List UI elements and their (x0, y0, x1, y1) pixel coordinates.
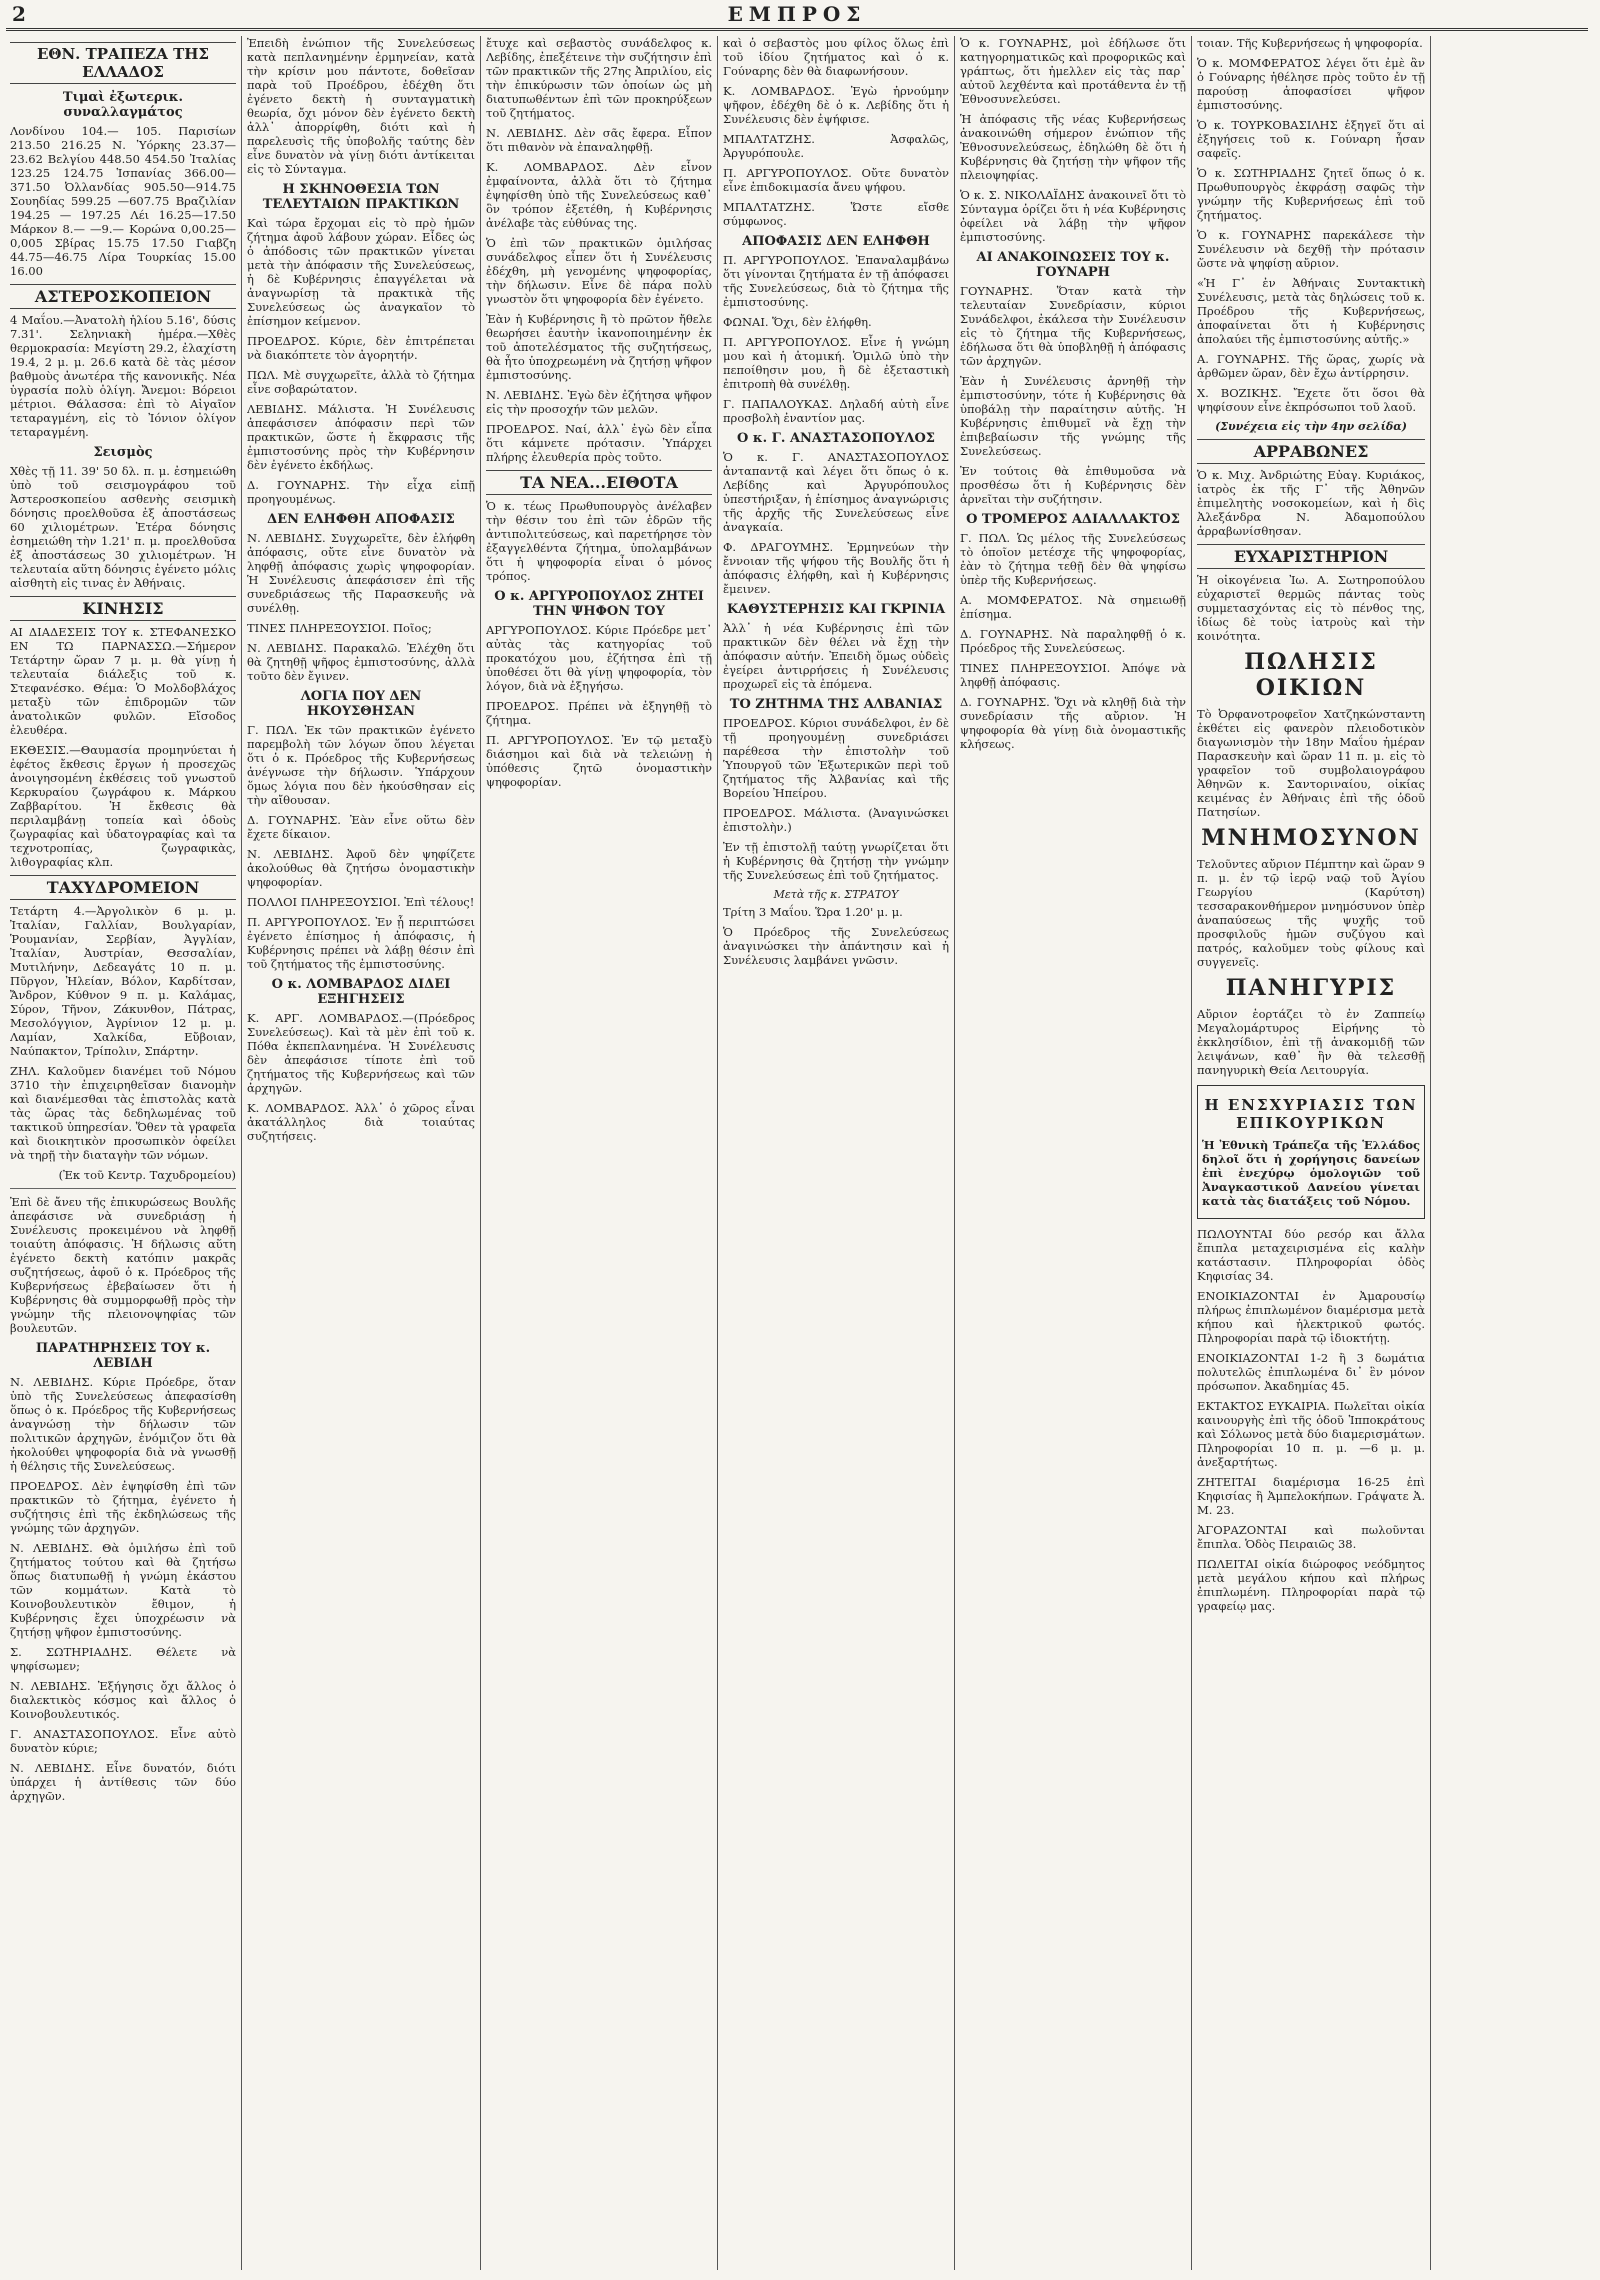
column-2 (247, 36, 475, 2272)
article-text: ΜΠΑΛΤΑΤΖΗΣ. Ὥστε εἴσθε σύμφωνος. (723, 200, 949, 228)
news-title: ΤΑ ΝΕΑ...ΕΙΘΟΤΑ (486, 470, 712, 495)
article-text: ΦΩΝΑΙ. Ὅχι, δὲν ἐλήφθη. (723, 315, 872, 329)
article-text: Ἐπὶ δὲ ἄνευ τῆς ἐπικυρώσεως Βουλῆς ἀπεφάσισε νὰ συνεδριάσῃ ἡ Συνέλευσις προκειμένου νὰ ληφθῇ τοιαύτη ἀπόφασις. Ἡ δήλωσις αὕτη ἐγένετο δεκτὴ κατόπιν μακρᾶς συζητήσεως, ἀφοῦ ὁ κ. Πρόεδρος τῆς Κυβερνήσεως ἐβεβαίωσεν ὅτι ἡ Κυβέρνησις θὰ συμμορφωθῇ πρὸς τὴν γνώμην τῆς πλειονοψηφίας τῶν βουλευτῶν. (10, 1195, 236, 1335)
article-text: Κ. ΛΟΜΒΑΡΔΟΣ. Ἀλλ᾽ ὁ χῶρος εἶναι ἀκατάλληλος διὰ τοιαύτας συζητήσεις. (247, 1101, 475, 1143)
article-text: Ἐὰν ἡ Συνέλευσις ἀρνηθῇ τὴν ἐμπιστοσύνην, τότε ἡ Κυβέρνησις θὰ ὑποβάλῃ τὴν παραίτησιν αὐτῆς. Ἡ Κυβέρνησις ἐπιθυμεῖ νὰ ἔχῃ τὴν ἐπιβεβαίωσιν τῆς γνώμης τῆς Συνελεύσεως. (960, 374, 1186, 458)
article-text: Δ. ΓΟΥΝΑΡΗΣ. Νὰ παραληφθῇ ὁ κ. Πρόεδρος τῆς Συνελεύσεως. (960, 627, 1186, 655)
post-office-text: Τετάρτη 4.—Ἀργολικὸν 6 μ. μ. Ἰταλίαν, Γαλλίαν, Βουλγαρίαν, Ῥουμανίαν, Σερβίαν, Ἀγγλίαν, Ἰταλίαν, Ἀυστρίαν, Θεσσαλίαν, Μυτιλήνην, Δεδεαγάτς 10 π. μ. Πῦργον, Ἠλείαν, Βόλον, Καρδίτσαν, Ἄνδρον, Κύθνον 9 π. μ. Καλάμας, Σύρον, Τῆνον, Ζάκυνθον, Πάτρας, Μεσολόγγιον, Ἀγρίνιον 12 μ. μ. Λαμίαν, Χαλκίδα, Εὔβοιαν, Ναύπακτον, Τρίπολιν, Σπάρτην. (10, 904, 236, 1058)
column-rule (954, 36, 955, 2270)
anastasopoulos-title: Ο κ. Γ. ΑΝΑΣΤΑΣΟΠΟΥΛΟΣ (737, 431, 935, 446)
article-text: ΑΡΓΥΡΟΠΟΥΛΟΣ. Κύριε Πρόεδρε μετ᾽ αὐτὰς τὰς κατηγορίας τοῦ προκατόχου μου, ἐζήτησα ἐπὶ τῇ ὑποθέσει ὅτι θὰ γίνῃ ψηφοφορία, τὸν λόγον, διὰ νὰ ἐξηγήσω. (486, 623, 712, 693)
column-4 (723, 36, 949, 2272)
article-text: ΤΙΝΕΣ ΠΛΗΡΕΞΟΥΣΙΟΙ. Ποῖος; (247, 621, 432, 635)
column-5 (960, 36, 1186, 2272)
post-office-notice: ΖΗΛ. Καλοῦμεν διανέμει τοῦ Νόμου 3710 τὴν ἐπιχειρηθεῖσαν διανομὴν καὶ διανέμεσθαι τὰς ἐπιστολὰς κατὰ τὰς ὥρας τὰς δεδηλωμένας τοῦ τακτικοῦ ὑπηρεσίαν. Ὅθεν τὰ γραφεῖα καὶ διοικητικὸν προσωπικὸν ὀφείλει νὰ τηρῇ τὴν διαταγὴν τῶν νόμων. (10, 1064, 236, 1162)
levidis-remarks-title: ΠΑΡΑΤΗΡΗΣΕΙΣ ΤΟΥ κ. ΛΕΒΙΔΗ (35, 1341, 211, 1371)
article-text: Π. ΑΡΓΥΡΟΠΟΥΛΟΣ. Ἐν ᾗ περιπτώσει ἐγένετο ἐπίσημος ἡ ἀπόφασις, ἡ Κυβέρνησις πρέπει νὰ λάβῃ θέσιν ἐπὶ τοῦ ζητήματος τῆς ἐμπιστοσύνης. (247, 915, 475, 971)
exhibition-text: ΕΚΘΕΣΙΣ.—Θαυμασία προμηνύεται ἡ ἐφέτος ἔκθεσις ἔργων ἡ προσεχῶς ἀνοιγησομένη ἐκθέσεις τοῦ γνωστοῦ Κερκυραίου ζωγράφου κ. Μάρκου Ζαββαρίτου. Ἡ ἔκθεσις θὰ περιλαμβάνῃ τοπεία καὶ ὁδοὺς ζωγραφίας καὶ ὑδατογραφίας καὶ τα τεχνοτροπίας, ζωγραφικὰς, λιθογραφίας κλπ. (10, 743, 236, 869)
article-text: Φ. ΔΡΑΓΟΥΜΗΣ. Ἐρμηνεύων τὴν ἔννοιαν τῆς ψήφου τῆς Βουλῆς ὅτι ἡ ἀπόφασις ἐλήφθη, καὶ ἡ Κυβέρνησις ἔμεινεν. (723, 540, 949, 596)
gounaris-announcements-title: ΑΙ ΑΝΑΚΟΙΝΩΣΕΙΣ ΤΟΥ κ. ΓΟΥΝΑΡΗ (976, 250, 1170, 280)
classified-ad: ΠΩΛΕΙΤΑΙ οἰκία διώροφος νεόδμητος μετὰ μεγάλου κήπου καὶ πλήρως ἐπιπλωμένη. Πληροφορίαι παρὰ τῷ γραφείῳ μας. (1197, 1557, 1425, 1613)
article-text: Τρίτη 3 Μαΐου. Ὥρα 1.20' μ. μ. (723, 905, 903, 919)
continued-note: (Συνέχεια εἰς τὴν 4ην σελίδα) (1215, 420, 1407, 433)
article-text: Ὁ κ. ΜΟΜΦΕΡΑΤΟΣ λέγει ὅτι ἐμὲ ἂν ὁ Γούναρης ἠθέλησε πρὸς τοῦτο ἐν τῇ παρούσῃ ἀποφασίσει ψῆφον ἐμπιστοσύνης. (1197, 56, 1425, 112)
movements-text: ΑΙ ΔΙΑΔΕΣΕΙΣ ΤΟΥ κ. ΣΤΕΦΑΝΕΣΚΟ ΕΝ ΤΩ ΠΑΡΝΑΣΣΩ.—Σήμερον Τετάρτην ὥραν 7 μ. μ. θὰ γίνῃ ἡ τελευταία διάλεξις τοῦ κ. Στεφανέσκο. Θέμα: Ὁ Μολδοβλάχος μεταξὺ τῶν ἐπιδρομῶν τῶν ἀνατολικῶν φυλῶν. Εἴσοδος ἐλευθέρα. (10, 625, 236, 737)
memorial-text: Τελοῦντες αὔριον Πέμπτην καὶ ὥραν 9 π. μ. ἐν τῷ ἱερῷ ναῷ τοῦ Ἁγίου Γεωργίου (Καρύτση) τεσσαρακονθήμερον μνημόσυνον ὑπὲρ ἀναπαύσεως τῆς ψυχῆς τοῦ προσφιλοῦς ἡμῶν συζύγου καὶ πατρός, καλοῦμεν τοὺς φίλους καὶ συγγενεῖς. (1197, 857, 1425, 969)
feast-title: ΠΑΝΗΓΥΡΙΣ (1225, 975, 1397, 1001)
observatory-text: 4 Μαΐου.—Ἀνατολὴ ἡλίου 5.16', δύσις 7.31'. Σεληνιακὴ ἡμέρα.—Χθὲς θερμοκρασία: Μεγίστη 29.2, ἐλαχίστη 19.4, 2 μ. μ. 26.6 κατὰ δὲ τὰς μέσον βαθμοὺς ἀνωτέρα τῆς κανονικῆς. Νέα ὑγρασία πολὺ ὀλίγη. Ἄνεμοι: Βόρειοι μέτριοι. Θάλασσα: ἐπὶ τὸ Αἰγαῖον τεταραγμένη, εἰς τὸ Ἰόνιον ὀλίγον τεταραγμένη. (10, 313, 236, 439)
article-text: ΠΟΛΛΟΙ ΠΛΗΡΕΞΟΥΣΙΟΙ. Ἐπὶ τέλους! (247, 895, 475, 909)
no-decision-title: ΔΕΝ ΕΛΗΦΘΗ ΑΠΟΦΑΣΙΣ (267, 512, 455, 527)
article-text: Ἀλλ᾽ ἡ νέα Κυβέρνησις ἐπὶ τῶν πρακτικῶν δὲν θέλει νὰ ἔχῃ τὴν ἀπόφασιν αὐτήν. Ἐπειδὴ ὅμως οὐδεὶς ἐγείρει ἀντιρρήσεις ἡ Συνέλευσις προχωρεῖ εἰς τὰ ἐπόμενα. (723, 621, 949, 691)
article-text: Ἐπειδὴ ἐνώπιον τῆς Συνελεύσεως κατὰ πεπλανημένην ἑρμηνείαν, κατὰ τὴν κρίσιν μου πάντοτε, δοθεῖσαν παρὰ τοῦ Προέδρου, ἐδέχθη ὅτι ἐγένετο δεκτὴ ἡ συνταγματικὴ θεωρία, ὄχι μόνον δὲν ἐγένετο δεκτὴ ἀλλ᾽ ἀπορρίφθη, διότι καὶ ἡ παρελευσὶς τῆς ὑποβολῆς ταύτης δὲν εἶνε δυνατὸν νὰ γίνῃ διότι ἀντίκειται εἰς τὸ Σύνταγμα. (247, 36, 475, 176)
betrothal-text: Ὁ κ. Μιχ. Ἀνδριώτης Εὐαγ. Κυριάκος, ἰατρὸς ἐκ τῆς Γ᾽ τῆς Ἀθηνῶν ἐπιμελητὴς νοσοκομείων, καὶ ἡ δὶς Ἀλεξάνδρα Ν. Ἀδαμοπούλου ἀρραβωνίσθησαν. (1197, 468, 1425, 538)
classified-ad: ΠΩΛΟΥΝΤΑΙ δύο ρεσόρ και ἄλλα ἔπιπλα μεταχειρισμένα εἰς καλὴν κατάστασιν. Πληροφορίαι ὁδὸς Κηφισίας 34. (1197, 1227, 1425, 1283)
article-text: Δ. ΓΟΥΝΑΡΗΣ. Ἐὰν εἶνε οὕτω δὲν ἔχετε δίκαιον. (247, 813, 475, 841)
column-rule (717, 36, 718, 2270)
argyropoulos-title: Ο κ. ΑΡΓΥΡΟΠΟΥΛΟΣ ΖΗΤΕΙ ΤΗΝ ΨΗΦΟΝ ΤΟΥ (494, 589, 704, 619)
article-text: Κ. ΛΟΜΒΑΡΔΟΣ. Δὲν εἶνον ἐμφαίνοντα, ἀλλὰ ὅτι τὸ ζήτημα ἐψηφίσθη ὑπὸ τῆς Συνελεύσεως καθ᾽ ὃν τρόπον ἐξετέθη, ἡ Κυβέρνησις ἀνέλαβε τὰς εὐθύνας της. (486, 160, 712, 230)
article-text: ΛΕΒΙΔΗΣ. Μάλιστα. Ἡ Συνέλευσις ἀπεφάσισεν ἀπόφασιν περὶ τῶν πρακτικῶν, ὥστε ἡ ἔκφρασις τῆς ἐμπιστοσύνης πρὸς τὴν Κυβέρνησιν δὲν ἐγένετο ἐκδήλως. (247, 402, 475, 472)
classified-ad: ἈΓΟΡΑΖΟΝΤΑΙ καὶ πωλοῦνται ἔπιπλα. Ὁδὸς Πειραιῶς 38. (1197, 1523, 1425, 1551)
classified-ad: ΖΗΤΕΙΤΑΙ διαμέρισμα 16-25 ἐπὶ Κηφισίας ἢ Ἀμπελοκήπων. Γράψατε Ἀ. Μ. 23. (1197, 1475, 1425, 1517)
article-text: Ὁ κ. ΓΟΥΝΑΡΗΣ, μοὶ ἐδήλωσε ὅτι κατηγορηματικῶς καὶ προφορικῶς καὶ γράπτως, ὅτι ἠμελλεν εἰς τὰς παρ᾽ αὐτοῦ λεχθέντα καὶ προτάθεντα ἐν τῇ Ἐθνοσυνελεύσει. (960, 36, 1186, 106)
article-text: Καὶ τώρα ἔρχομαι εἰς τὸ πρὸ ἡμῶν ζήτημα ἀφοῦ λάβουν χώραν. Εἶδες ὡς ὁ ἀπόδοσις τῶν πρακτικῶν γίνεται μετὰ τὴν ἀπόφασιν τῆς Συνελεύσεως, ἡ δὲ Κυβέρνησις ἐπαγγέλεται νὰ ἀναγνωρίσῃ τὰ πρακτικὰ τῆς Συνελεύσεως ὡς ἀναγκαῖον τὸ ἐπίσημον κείμενον. (247, 216, 475, 328)
house-sale-title: ΠΩΛΗΣΙΣ ΟΙΚΙΩΝ (1244, 649, 1378, 701)
article-text: ΠΡΟΕΔΡΟΣ. Κύριε, δὲν ἐπιτρέπεται νὰ διακόπτετε τὸν ἀγορητήν. (247, 334, 475, 362)
column-rule (1191, 36, 1192, 2270)
article-text: Α. ΓΟΥΝΑΡΗΣ. Τῆς ὥρας, χωρίς νὰ ἀρθῶμεν ὥραν, δὲν ἔχω ἀντίρρησιν. (1197, 352, 1425, 380)
article-text: Γ. ΑΝΑΣΤΑΣΟΠΟΥΛΟΣ. Εἶνε αὐτὸ δυνατὸν κύριε; (10, 1727, 236, 1755)
article-text: Μετὰ τῆς κ. ΣΤΡΑΤΟΥ (773, 888, 899, 901)
memorial-title: ΜΝΗΜΟΣΥΝΟΝ (1201, 825, 1421, 851)
article-text: Ὁ Πρόεδρος τῆς Συνελεύσεως ἀναγινώσκει τὴν ἀπάντησιν καὶ ἡ Συνέλευσις λαμβάνει γνῶσιν. (723, 925, 949, 967)
betrothal-title: ΑΡΡΑΒΩΝΕΣ (1197, 439, 1425, 464)
article-text: Δ. ΓΟΥΝΑΡΗΣ. Ὅχι νὰ κληθῇ διὰ τὴν συνεδρίασιν τῆς αὔριον. Ἡ ψηφοφορία θὰ γίνῃ διὰ ὀνομαστικῆς κλήσεως. (960, 695, 1186, 751)
column-3 (486, 36, 712, 2272)
delay-title: ΚΑΘΥΣΤΕΡΗΣΙΣ ΚΑΙ ΓΚΡΙΝΙΑ (726, 602, 946, 617)
article-text: ΠΡΟΕΔΡΟΣ. Δὲν ἐψηφίσθη ἐπὶ τῶν πρακτικῶν τὸ ζήτημα, ἐγένετο ἡ συζήτησις ἐπὶ τῆς ἐκδηλώσεως τῆς γνώμης τῶν ἀρχηγῶν. (10, 1479, 236, 1535)
article-text: Ὁ ἐπὶ τῶν πρακτικῶν ὁμιλήσας συνάδελφος εἶπεν ὅτι ἡ Συνέλευσις ἐδέχθη, μὴ γενομένης ψηφοφορίας, τὴν δήλωσιν. Εἶνε δὲ πάρα πολὺ γνωστὸν ὅτι ψηφοφορία δὲν ἐγένετο. (486, 236, 712, 306)
decision-not-taken-title: ΑΠΟΦΑΣΙΣ ΔΕΝ ΕΛΗΦΘΗ (742, 234, 930, 249)
article-text: Ὁ κ. ΣΩΤΗΡΙΑΔΗΣ ζητεῖ ὅπως ὁ κ. Πρωθυπουργὸς ἐκφράσῃ σαφῶς τὴν γνώμην τῆς Κυβερνήσεως ἐπὶ τοῦ ζητήματος. (1197, 166, 1425, 222)
unheard-words-title: ΛΟΓΙΑ ΠΟΥ ΔΕΝ ΗΚΟΥΣΘΗΣΑΝ (300, 689, 422, 719)
column-rule (241, 36, 242, 2270)
article-text: Σ. ΣΩΤΗΡΙΑΔΗΣ. Θέλετε νὰ ψηφίσωμεν; (10, 1645, 236, 1673)
column-6 (1197, 36, 1425, 2272)
divider (10, 1188, 236, 1189)
article-text: ΠΡΟΕΔΡΟΣ. Κύριοι συνάδελφοι, ἐν δὲ τῇ προηγουμένῃ συνεδριάσει παρέθεσα τὴν ἐπιστολὴν τοῦ Ὑπουργοῦ τῶν Ἐξωτερικῶν περὶ τοῦ ζητήματος τῆς Ἀλβανίας καὶ τῆς Βορείου Ἠπείρου. (723, 716, 949, 800)
article-text: Π. ΑΡΓΥΡΟΠΟΥΛΟΣ. Οὔτε δυνατὸν εἶνε ἐπιδοκιμασία ἄνευ ψήφου. (723, 166, 949, 194)
article-text: Ν. ΛΕΒΙΔΗΣ. Συγχωρεῖτε, δὲν ἐλήφθη ἀπόφασις, οὔτε εἶνε δυνατὸν νὰ ληφθῇ ἀπόφασις χωρὶς ψηφοφορίαν. Ἡ Συνέλευσις ἀπεφάσισεν ἐπὶ τῆς συνεδριάσεως τῆς Παρασκευῆς νὰ συνέλθῃ. (247, 531, 475, 615)
observatory-title: ΑΣΤΕΡΟΣΚΟΠΕΙΟΝ (10, 284, 236, 309)
post-office-credit: (Ἐκ τοῦ Κεντρ. Ταχυδρομείου) (58, 1168, 236, 1182)
article-text: «Ἡ Γ᾽ ἐν Ἀθήναις Συντακτικὴ Συνέλευσις, μετὰ τὰς δηλώσεις τοῦ κ. Προέδρου τῆς Κυβερνήσεως, ἀποφαίνεται ὅτι ἡ Κυβέρνησις ἀπολαύει τῆς ἐμπιστοσύνης αὐτῆς.» (1197, 276, 1425, 346)
article-text: Γ. ΠΩΛ. Ἐκ τῶν πρακτικῶν ἐγένετο παρεμβολὴ τῶν λόγων ὅπου λέγεται ὅτι ὁ κ. Πρόεδρος τῆς Κυβερνήσεως ἀνέγνωσε τὴν δήλωσιν. Ὑπάρχουν ὅμως λόγια που δὲν ἠκούσθησαν εἰς τὴν αἴθουσαν. (247, 723, 475, 807)
bank-notice-text: Ἡ Ἐθνικὴ Τράπεζα τῆς Ἑλλάδος δηλοῖ ὅτι ἡ χορήγησις δανείων ἐπὶ ἐνεχύρῳ ὁμολογιῶν τοῦ Ἀναγκαστικοῦ Δανείου γίνεται κατὰ τὰς διατάξεις τοῦ Νόμου. (1202, 1138, 1420, 1208)
article-text: Ὁ κ. Γ. ΑΝΑΣΤΑΣΟΠΟΥΛΟΣ ἀνταπαντᾷ καὶ λέγει ὅτι ὅπως ὁ κ. Λεβίδης καὶ Ἀργυρόπουλος ὑπεστήριξαν, ἡ ἐπίσημος ἀναγνώρισις τῆς ἀρχῆς τῆς Συνελεύσεως εἶνε ἀναγκαία. (723, 450, 949, 534)
article-text: Ν. ΛΕΒΙΔΗΣ. Κύριε Πρόεδρε, ὅταν ὑπὸ τῆς Συνελεύσεως ἀπεφασίσθη ὅπως ὁ κ. Πρόεδρος τῆς Κυβερνήσεως ἀναγνώσῃ τὴν δήλωσιν τῶν πολιτικῶν ἀρχηγῶν, ἐνόμιζον ὅτι θὰ ἠκολούθει ψηφοφορία διὰ νὰ γνωσθῇ ἡ θέλησις τῆς Συνελεύσεως. (10, 1375, 236, 1473)
article-text: Γ. ΠΩΛ. Ὡς μέλος τῆς Συνελεύσεως τὸ ὁποῖον μετέσχε τῆς ψηφοφορίας, ἐὰν τὸ ζήτημα τεθῇ δὲν θὰ ψηφίσω ὑπὲρ τῆς Κυβερνήσεως. (960, 531, 1186, 587)
article-text: Γ. ΠΑΠΑΛΟΥΚΑΣ. Δηλαδή αὐτὴ εἶνε προσβολὴ ἐναντίον μας. (723, 397, 949, 425)
article-text: Ὁ κ. ΤΟΥΡΚΟΒΑΣΙΛΗΣ ἐξηγεῖ ὅτι αἱ ἐξηγήσεις τοῦ κ. Γούναρη ἦσαν σαφεῖς. (1197, 118, 1425, 160)
post-office-title: ΤΑΧΥΔΡΟΜΕΙΟΝ (10, 875, 236, 900)
feast-text: Αὔριον ἑορτάζει τὸ ἐν Ζαππείῳ Μεγαλομάρτυρος Εἰρήνης τὸ ἐκκλησίδιον, ἐπὶ τῇ ἀνακομιδῇ τῶν λειψάνων, καθ᾽ ἣν θὰ τελεσθῇ πανηγυρικὴ Θεία Λειτουργία. (1197, 1007, 1425, 1077)
article-text: ΤΙΝΕΣ ΠΛΗΡΕΞΟΥΣΙΟΙ. Ἀπόψε νὰ ληφθῇ ἀπόφασις. (960, 661, 1186, 689)
article-text: Ν. ΛΕΒΙΔΗΣ. Ἐξήγησις ὄχι ἄλλος ὁ διαλεκτικὸς κόσμος καὶ ἄλλος ὁ Κοινοβουλευτικός. (10, 1679, 236, 1721)
article-text: ΠΩΛ. Μὲ συγχωρεῖτε, ἀλλὰ τὸ ζήτημα εἶνε σοβαρώτατον. (247, 368, 475, 396)
classified-ad: ΕΝΟΙΚΙΑΖΟΝΤΑΙ ἐν Ἀμαρουσίῳ πλήρως ἐπιπλωμένον διαμέρισμα μετὰ κήπου καὶ ἡλεκτρικοῦ φωτός. Πληροφορίαι παρὰ τῷ ἰδιοκτήτῃ. (1197, 1289, 1425, 1345)
article-text: ΠΡΟΕΔΡΟΣ. Μάλιστα. (Ἀναγινώσκει ἐπιστολὴν.) (723, 806, 949, 834)
thanks-title: ΕΥΧΑΡΙΣΤΗΡΙΟΝ (1197, 544, 1425, 569)
earthquake-title: Σεισμὸς (93, 445, 153, 460)
classified-ad: ΕΚΤΑΚΤΟΣ ΕΥΚΑΙΡΙΑ. Πωλεῖται οἰκία καινουργὴς ἐπὶ τῆς ὁδοῦ Ἱπποκράτους καὶ Σόλωνος μετὰ δύο διαμερισμάτων. Πληροφορίαι 10 π. μ. —6 μ. μ. ἀνεξαρτήτως. (1197, 1399, 1425, 1469)
page-number: 2 (12, 2, 26, 26)
article-text: Χ. ΒΟΖΙΚΗΣ. Ἔχετε ὅτι ὅσοι θὰ ψηφίσουν εἶνε ἐκπρόσωποι τοῦ λαοῦ. (1197, 386, 1425, 414)
minutes-staging-title: Η ΣΚΗΝΟΘΕΣΙΑ ΤΩΝ ΤΕΛΕΥΤΑΙΩΝ ΠΡΑΚΤΙΚΩΝ (262, 182, 460, 212)
column-1 (10, 36, 236, 2272)
article-text: Κ. ΑΡΓ. ΛΟΜΒΑΡΔΟΣ.—(Πρόεδρος Συνελεύσεως). Καὶ τὰ μὲν ἐπὶ τοῦ κ. Πόθα ἐκπεπλανημένα. Ἡ Συνέλευσις δὲν ἀπεφάσισε τίποτε ἐπὶ τοῦ ζητήματος τῆς Κυβερνήσεως καὶ τῶν ἀρχηγῶν. (247, 1011, 475, 1095)
article-text: Ν. ΛΕΒΙΔΗΣ. Ἐγὼ δὲν ἐζήτησα ψῆφον εἰς τὴν προσοχήν τῶν μελῶν. (486, 388, 712, 416)
article-text: τοιαν. Τῆς Κυβερνήσεως ἡ ψηφοφορία. (1197, 36, 1423, 50)
article-text: Κ. ΛΟΜΒΑΡΔΟΣ. Ἐγὼ ἠρνούμην ψῆφον, ἐδέχθη δὲ ὁ κ. Λεβίδης ὅτι ἡ Συνέλευσις δὲν ἐψήφισε. (723, 84, 949, 126)
house-sale-text: Τὸ Ὀρφανοτροφεῖον Χατζηκώνσταντη ἐκθέτει εἰς φανερὸν πλειοδοτικὸν διαγωνισμὸν τὴν 18ην Μαΐου ἡμέραν Παρασκευὴν καὶ ὥραν 11 π. μ. εἰς τὸ γραφεῖον τοῦ συμβολαιογράφου Ἀθηνῶν κ. Σαντοριναίου, οἰκίας κειμένας ἐν Ἀθήναις ἐπὶ τῆς ὁδοῦ Πατησίων. (1197, 707, 1425, 819)
article-text: Π. ΑΡΓΥΡΟΠΟΥΛΟΣ. Εἶνε ἡ γνώμη μου καὶ ἡ ἀτομική. Ὁμιλῶ ὑπὸ τὴν πεποίθησιν μου, ἢ δὲ ἐξεταστικὴ ἐπιτροπὴ θὰ συνέλθῃ. (723, 335, 949, 391)
article-text: Π. ΑΡΓΥΡΟΠΟΥΛΟΣ. Ἐπαναλαμβάνω ὅτι γίνονται ζητήματα ἐν τῇ ἀπόφασει τῆς Συνελεύσεως, διὰ τὸ ζήτημα τῆς ἐμπιστοσύνης. (723, 253, 949, 309)
article-text: Ὁ κ. τέως Πρωθυπουργὸς ἀνέλαβεν τὴν θέσιν του ἐπὶ τῶν ἐδρῶν τῆς ἀντιπολιτεύσεως, καὶ παρετήρησε τὸν ἐξαγγελθέντα ζήτημα, ὑπολαμβάνων ὅτι ἡ ψηφοφορία εἶναι ὁ μόνος τρόπος. (486, 499, 712, 583)
article-text: Δ. ΓΟΥΝΑΡΗΣ. Τὴν εἶχα εἰπῇ προηγουμένως. (247, 478, 475, 506)
column-rule (480, 36, 481, 2270)
albania-title: ΤΟ ΖΗΤΗΜΑ ΤΗΣ ΑΛΒΑΝΙΑΣ (729, 697, 943, 712)
newspaper-name: ΕΜΠΡΟΣ (727, 2, 867, 26)
article-text: ἔτυχε καὶ σεβαστὸς συνάδελφος κ. Λεβίδης, ἐπεξέτεινε τὴν συζήτησιν ἐπὶ τῶν πρακτικῶν τῆς 27ης Ἀπριλίου, εἰς τὴν ἐπικύρωσιν τῶν ὁποίων ὡς μὴ διατυπωθέντων ἐπὶ τῶν προκηρύξεων τοῦ ζητήματος. (486, 36, 712, 120)
bank-notice-title: Η ΕΝΣΧΥΡΙΑΣΙΣ ΤΩΝ ΕΠΙΚΟΥΡΙΚΩΝ (1204, 1096, 1418, 1132)
masthead (6, 2, 1588, 31)
article-text: Π. ΑΡΓΥΡΟΠΟΥΛΟΣ. Ἐν τῷ μεταξὺ διάσημοι καὶ διὰ νὰ τελειώνῃ ἡ ὑπόθεσις ζητῶ ὀνομαστικὴν ψηφοφορίαν. (486, 733, 712, 789)
movements-title: ΚΙΝΗΣΙΣ (10, 596, 236, 621)
column-7 (1436, 36, 1590, 2272)
column-rule (1430, 36, 1431, 2270)
bank-rates-text: Λονδίνου 104.— 105. Παρισίων 213.50 216.25 Ν. Ὑόρκης 23.37—23.62 Βελγίου 448.50 454.50 Ἰταλίας 123.25 124.75 Ἱσπανίας 366.00—371.50 Ὀλλανδίας 905.50—914.75 Σουηδίας 599.25 —607.75 Βραζιλίαν 194.25 — 197.25 Λέι 16.25—17.50 Μάρκον 8.— —9.— Κορώνα 0,00.25—0,005 Σβίρας 15.75 17.50 Γιαβζη 44.75—46.75 Λίρα Τουρκίας 15.00 16.00 (10, 124, 236, 278)
irreconcilable-title: Ο ΤΡΟΜΕΡΟΣ ΑΔΙΑΛΛΑΚΤΟΣ (966, 512, 1180, 527)
article-text: Ὁ κ. ΓΟΥΝΑΡΗΣ παρεκάλεσε τὴν Συνέλευσιν νὰ δεχθῇ τὴν πρότασιν ὥστε νὰ ψηφίσῃ αὔριον. (1197, 228, 1425, 270)
article-text: Ἐὰν ἡ Κυβέρνησις ἢ τὸ πρῶτον ἤθελε θεωρήσει ἑαυτὴν ἱκανοποιημένην ἐκ τοῦ ἀποτελέσματος τῆς συζητήσεως, θὰ ἦτο ὑποχρεωμένη νὰ ζητήσῃ ψῆφον ἐμπιστοσύνης. (486, 312, 712, 382)
article-text: Ν. ΛΕΒΙΔΗΣ. Θὰ ὁμιλήσω ἐπὶ τοῦ ζητήματος τούτου καὶ θὰ ζητήσω ὅπως διατυπωθῇ ἡ γνώμη ἑκάστου τῶν κομμάτων. Κατὰ τὸ Κοινοβουλευτικὸν ἔθιμον, ἡ Κυβέρνησις ἔχει ὑποχρέωσιν νὰ ζητήσῃ ψῆφον ἐμπιστοσύνης. (10, 1541, 236, 1639)
bank-notice-box (1197, 1085, 1425, 1219)
earthquake-text: Χθὲς τῇ 11. 39' 50 δλ. π. μ. ἐσημειώθη ὑπὸ τοῦ σεισμογράφου τοῦ Ἀστεροσκοπείου ασθενὴς σεισμικὴ δόνησις προελθοῦσα ἐξ ἀποστάσεως 60 χιλιομέτρων. Ἑτέρα δόνησις ἐσημειώθη τὴν 1.21' π. μ. προελθοῦσα ἐξ ἀποστάσεως 30 χιλιομέτρων. Ἡ τελευταία αὕτη δόνησις ἐγένετο μόλις αἰσθητὴ εἰς τινας ἐν Ἀθήναις. (10, 464, 236, 590)
article-text: ΜΠΑΛΤΑΤΖΗΣ. Ἀσφαλῶς, Ἀργυρόπουλε. (723, 132, 949, 160)
article-text: Ν. ΛΕΒΙΔΗΣ. Εἶνε δυνατόν, διότι ὑπάρχει ἡ ἀντίθεσις τῶν δύο ἀρχηγῶν. (10, 1761, 236, 1803)
bank-rates-subtitle: Τιμαὶ ἐξωτερικ. συναλλαγμάτος (62, 90, 184, 120)
article-text: ΠΡΟΕΔΡΟΣ. Πρέπει νὰ ἐξηγηθῇ τὸ ζήτημα. (486, 699, 712, 727)
article-text: ΠΡΟΕΔΡΟΣ. Ναί, ἀλλ᾽ ἐγὼ δὲν εἶπα ὅτι κάμνετε πρότασιν. Ὑπάρχει πλήρης ἐλευθερία πρὸς τοῦτο. (486, 422, 712, 464)
article-text: Ἐν τῇ ἐπιστολῇ ταύτῃ γνωρίζεται ὅτι ἡ Κυβέρνησις θὰ ζητήσῃ τὴν γνώμην τῆς Συνελεύσεως ἐπὶ τοῦ ζητήματος. (723, 840, 949, 882)
lombardos-title: Ο κ. ΛΟΜΒΑΡΔΟΣ ΔΙΔΕΙ ΕΞΗΓΗΣΕΙΣ (271, 977, 451, 1007)
article-text: Ν. ΛΕΒΙΔΗΣ. Δὲν σᾶς ἔφερα. Εἶπον ὅτι πιθανὸν νὰ ἐπαναληφθῇ. (486, 126, 712, 154)
article-text: Α. ΜΟΜΦΕΡΑΤΟΣ. Νὰ σημειωθῇ ἐπίσημα. (960, 593, 1186, 621)
article-text: Ν. ΛΕΒΙΔΗΣ. Παρακαλῶ. Ἐλέχθη ὅτι θὰ ζητηθῇ ψῆφος ἐμπιστοσύνης, ἀλλὰ τοῦτο δὲν ἔγινεν. (247, 641, 475, 683)
article-text: Ἡ ἀπόφασις τῆς νέας Κυβερνήσεως ἀνακοινώθη σήμερον ἐνώπιον τῆς Ἐθνοσυνελεύσεως, ἐδηλώθη δὲ ὅτι ἡ Κυβέρνησις θὰ ζητήσῃ τὴν ψῆφον τῆς πλειοψηφίας. (960, 112, 1186, 182)
article-text: Ν. ΛΕΒΙΔΗΣ. Ἀφοῦ δὲν ψηφίζετε ἀκολούθως θὰ ζητήσω ὀνομαστικὴν ψηφοφορίαν. (247, 847, 475, 889)
classified-ad: ΕΝΟΙΚΙΑΖΟΝΤΑΙ 1-2 ἢ 3 δωμάτια πολυτελῶς ἐπιπλωμένα δι᾽ ἓν μόνον πρόσωπον. Ἀκαδημίας 45. (1197, 1351, 1425, 1393)
article-text: Ὁ κ. Σ. ΝΙΚΟΛΑΪΔΗΣ ἀνακοινεῖ ὅτι τὸ Σύνταγμα ὁρίζει ὅτι ἡ νέα Κυβέρνησις ὀφείλει νὰ λάβῃ τὴν ψῆφον ἐμπιστοσύνης. (960, 188, 1186, 244)
article-text: καὶ ὁ σεβαστὸς μου φίλος ὅλως ἐπὶ τοῦ ἰδίου ζητήματος καὶ ὁ κ. Γούναρης δὲν θὰ διαφωνήσουν. (723, 36, 949, 78)
thanks-text: Ἡ οἰκογένεια Ἰω. Α. Σωτηροπούλου εὐχαριστεῖ θερμῶς πάντας τοὺς συμμετασχόντας εἰς τὸ πένθος της, ἰδίως δὲ τοὺς ἰατροὺς καὶ τὴν κοινότητα. (1197, 573, 1425, 643)
bank-rates-title: ΕΘΝ. ΤΡΑΠΕΖΑ ΤΗΣ ΕΛΛΑΔΟΣ (10, 42, 236, 84)
article-text: Ἐν τούτοις θὰ ἐπιθυμοῦσα νὰ προσθέσω ὅτι ἡ Κυβέρνησις δὲν ἀρνεῖται τὴν συζήτησιν. (960, 464, 1186, 506)
article-text: ΓΟΥΝΑΡΗΣ. Ὅταν κατὰ τὴν τελευταίαν Συνεδρίασιν, κύριοι Συνάδελφοι, ἐκάλεσα τὴν Συνέλευσιν εἰς τὸ ζήτημα τῆς Κυβερνήσεως, ἐδήλωσα ὅτι θὰ ὑποβληθῇ ἡ ἀπόφασις τῶν ἀρχηγῶν. (960, 284, 1186, 368)
